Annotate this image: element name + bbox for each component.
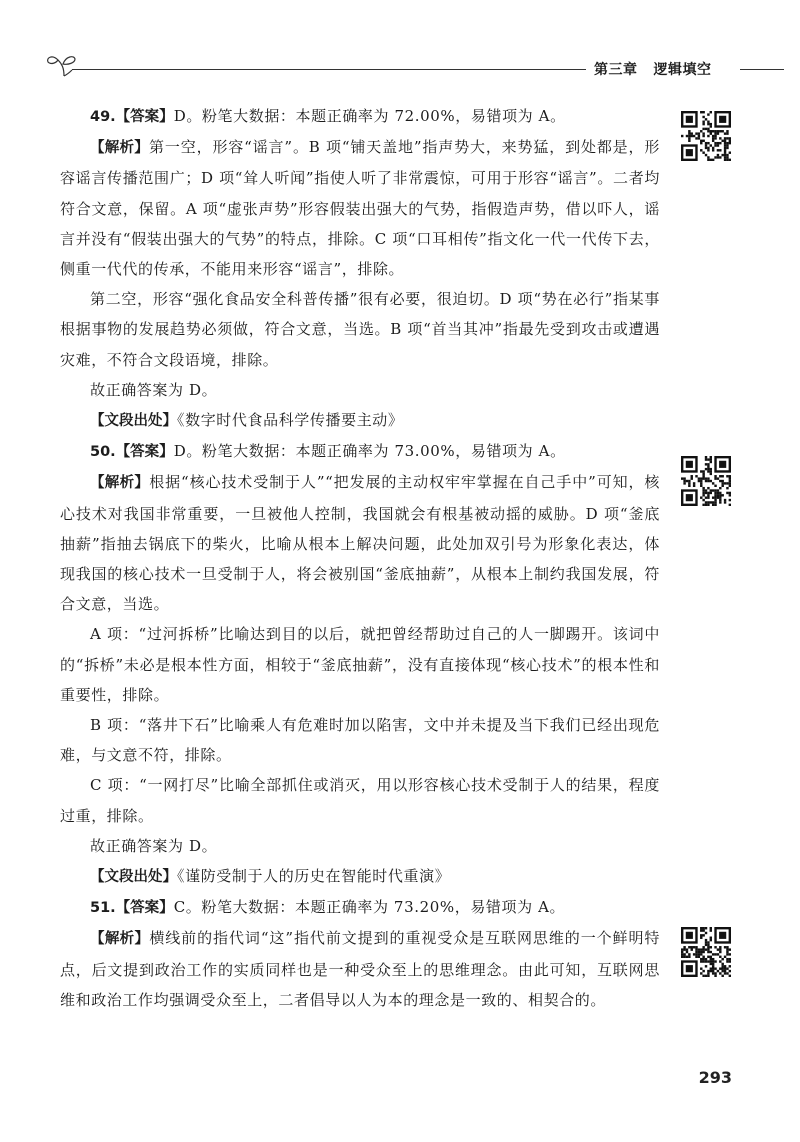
section-label: 逻辑填空: [653, 62, 712, 78]
paragraph-text: C 项：“一网打尽”比喻全部抓住或消灭，用以形容核心技术受制于人的结果，程度过重，排除。: [60, 776, 660, 825]
header-rule-right: [740, 69, 784, 70]
paragraph-q49-conclusion: [60, 375, 660, 405]
paragraph-q49-analysis-1: [60, 132, 660, 284]
qr-code-icon[interactable]: [681, 927, 731, 977]
paragraph-q50-option-b: [60, 710, 660, 770]
paragraph-q50-option-c: [60, 770, 660, 830]
paragraph-q51-answer: [60, 892, 660, 923]
paragraph-q49-analysis-2: [60, 284, 660, 375]
page-number: 293: [698, 1068, 732, 1087]
paragraph-text: D。粉笔大数据：本题正确率为 73.00%，易错项为 A。: [173, 442, 566, 461]
label-tag: 49.【答案】: [90, 109, 174, 125]
paragraph-text: A 项：“过河拆桥”比喻达到目的以后，就把曾经帮助过自己的人一脚踢开。该词中的“拆桥”未必是根本性方面，相较于“釜底抽薪”，没有直接体现“核心技术”的根本性和重要性，排除。: [60, 625, 660, 704]
paragraph-text: 根据“核心技术受制于人”“把发展的主动权牢牢掌握在自己手中”可知，核心技术对我国非常重要，一旦被他人控制，我国就会有根基被动摇的威胁。D 项“釜底抽薪”指抽去锅底下的柴火，比喻从根本上解决问题，此处加双引号为形象化表达，体现我国的核心技术一旦受制于人，将会被别国“釜底抽薪”，从根本上制约我国发展，符合文意，当选。: [60, 473, 661, 614]
paragraph-q49-source: [60, 405, 660, 436]
qr-code-icon[interactable]: [681, 111, 731, 161]
paragraph-q50-answer: [60, 436, 660, 467]
label-tag: 【解析】: [90, 931, 150, 948]
sprout-icon: [44, 50, 84, 80]
header-rule-left: [72, 69, 586, 70]
paragraph-text: D。粉笔大数据：本题正确率为 72.00%，易错项为 A。: [173, 107, 566, 125]
paragraph-q49-answer: [60, 101, 660, 132]
paragraph-text: 故正确答案为 D。: [90, 836, 218, 855]
paragraph-text: 《数字时代食品科学传播要主动》: [177, 411, 404, 430]
label-tag: 【解析】: [90, 140, 150, 157]
label-tag: 【文段出处】: [90, 413, 177, 430]
label-tag: 【解析】: [90, 475, 150, 492]
paragraph-text: C。粉笔大数据：本题正确率为 73.20%，易错项为 A。: [173, 898, 566, 917]
paragraph-q50-analysis-1: [60, 467, 660, 619]
paragraph-q50-conclusion: [60, 831, 660, 861]
paragraph-text: B 项：“落井下石”比喻乘人有危难时加以陷害，文中并未提及当下我们已经出现危难，与文意不符，排除。: [60, 716, 660, 765]
paragraph-text: 《谨防受制于人的历史在智能时代重演》: [177, 867, 451, 886]
chapter-label: 第三章: [594, 62, 638, 78]
paragraph-text: 横线前的指代词“这”指代前文提到的重视受众是互联网思维的一个鲜明特点，后文提到政治工作的实质同样也是一种受众至上的思维理念。由此可知，互联网思维和政治工作均强调受众至上，二者倡导以人为本的理念是一致的、相契合的。: [60, 929, 661, 1009]
qr-code-icon[interactable]: [681, 456, 731, 506]
paragraph-text: 第二空，形容“强化食品安全科普传播”很有必要，很迫切。D 项“势在必行”指某事根据事物的发展趋势必须做，符合文意，当选。B 项“首当其冲”指最先受到攻击或遭遇灾难，不符合文段语境，排除。: [60, 290, 660, 369]
header-title: [594, 59, 736, 79]
paragraph-text: 第一空，形容“谣言”。B 项“铺天盖地”指声势大，来势猛，到处都是，形容谣言传播范围广；D 项“耸人听闻”指使人听了非常震惊，可用于形容“谣言”。二者均符合文意，保留。A 项“虚张声势”形容假装出强大的气势，指假造声势，借以吓人，谣言并没有“假装出强大的气势”的特点，排除。C 项“口耳相传”指文化一代一代传下去，侧重一代代的传承，不能用来形容“谣言”，排除。: [60, 138, 660, 279]
paragraph-text: 故正确答案为 D。: [90, 380, 218, 399]
label-tag: 50.【答案】: [90, 444, 174, 461]
paragraph-q50-option-a: [60, 619, 660, 710]
answer-explanations: [60, 101, 660, 1015]
label-tag: 【文段出处】: [90, 869, 177, 886]
paragraph-q51-analysis-1: [60, 923, 660, 1015]
paragraph-q50-source: [60, 861, 660, 892]
running-header: [0, 50, 800, 90]
label-tag: 51.【答案】: [90, 900, 174, 917]
